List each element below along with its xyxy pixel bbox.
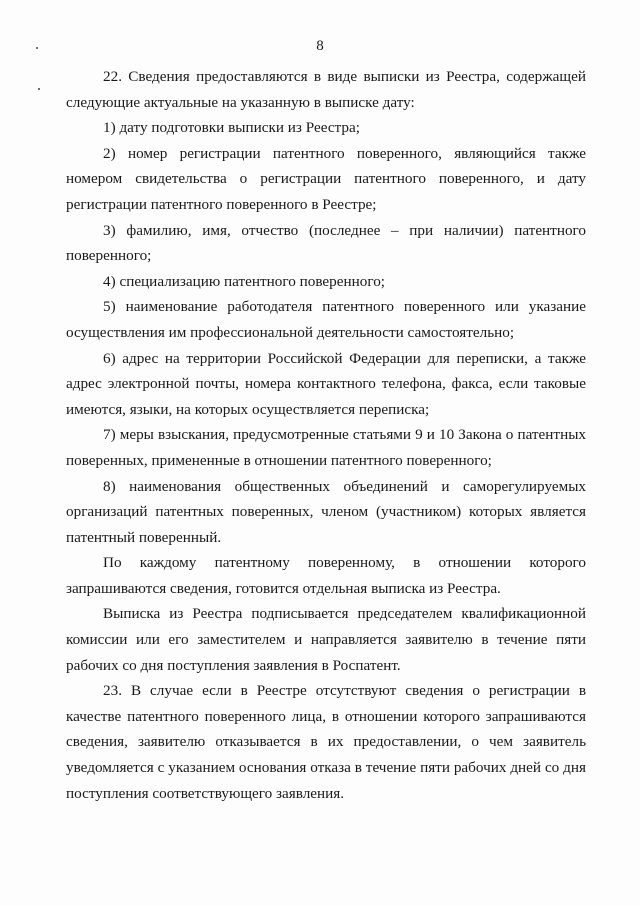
paragraph-extract-signing: Выписка из Реестра подписывается председателем квалификационной комиссии или его заместителем и направляется заявителю в течение пяти рабочих со дня поступления заявления в Роспатент. [66, 605, 586, 674]
list-item-5: 5) наименование работодателя патентного поверенного или указание осуществления им профессиональной деятельности самостоятельно; [66, 298, 586, 341]
list-item-3: 3) фамилию, имя, отчество (последнее – при наличии) патентного поверенного; [66, 221, 586, 265]
list-item-1: 1) дату подготовки выписки из Реестра; [103, 119, 360, 137]
page-number: 8 [316, 38, 324, 54]
list-item-2: 2) номер регистрации патентного поверенного, являющийся также номером свидетельства о регистрации патентного поверенного, и дату регистрации патентного поверенного в Реестре; [66, 144, 586, 213]
paragraph-23: 23. В случае если в Реестре отсутствуют сведения о регистрации в качестве патентного поверенного лица, в отношении которого запрашиваются сведения, заявителю отказывается в их предоставлении, о чем заявитель уведомляется с указанием основания отказа в течение пяти рабочих дней со дня поступления соответствующего заявления. [66, 682, 586, 802]
paragraph-22: 22. Сведения предоставляются в виде выписки из Реестра, содержащей следующие актуальные на указанную в выписке дату: [66, 68, 586, 111]
paragraph-separate-extract: По каждому патентному поверенному, в отношении которого запрашиваются сведения, готовится отдельная выписка из Реестра. [66, 554, 586, 597]
list-item-6: 6) адрес на территории Российской Федерации для переписки, а также адрес электронной почты, номера контактного телефона, факса, если таковые имеются, языки, на которых осуществляется переписка; [66, 349, 586, 418]
list-item-4: 4) специализацию патентного поверенного; [103, 272, 386, 290]
document-body [66, 64, 586, 806]
scan-speck [38, 88, 40, 90]
list-item-8: 8) наименования общественных объединений и саморегулируемых организаций патентных поверенных, членом (участником) которых является патентный поверенный. [66, 477, 586, 546]
list-item-7: 7) меры взыскания, предусмотренные статьями 9 и 10 Закона о патентных поверенных, примененные в отношении патентного поверенного; [66, 426, 586, 469]
